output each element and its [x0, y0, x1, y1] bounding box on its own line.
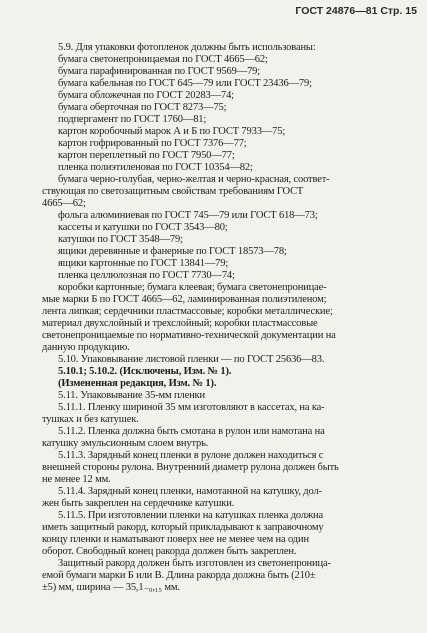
text-line: 5.11.5. При изготовлении пленки на катушках пленка должна — [58, 510, 324, 521]
text-line: 5.11.3. Зарядный конец пленки в рулоне должен находиться с — [58, 450, 324, 461]
text-line: материал двухслойный и трехслойный; коробки пластмассовые — [42, 318, 318, 329]
text-line: картон гофрированный по ГОСТ 7376—77; — [58, 138, 247, 149]
text-line: бумага светонепроницаемая по ГОСТ 4665—62; — [58, 54, 268, 65]
text-line: пленка полиэтиленовая по ГОСТ 10354—82; — [58, 162, 253, 173]
section-heading: 5.11. Упаковывание 35-мм пленки — [58, 390, 205, 401]
text-line: 5.9. Для упаковки фотопленок должны быть использованы: — [58, 42, 316, 53]
text-line: катушки по ГОСТ 3548—79; — [58, 234, 183, 245]
text-line: бумага черно-голубая, черно-желтая и черно-красная, соответ- — [58, 174, 330, 185]
text-line: ствующая по светозащитным свойствам требованиям ГОСТ — [42, 186, 304, 197]
page-header: ГОСТ 24876—81 Стр. 15 — [295, 5, 417, 17]
text-line: фольга алюминиевая по ГОСТ 745—79 или ГОСТ 618—73; — [58, 210, 318, 221]
text-line: ±5) мм, ширина — 35,1₋₀,₁₅ мм. — [42, 582, 180, 593]
text-line: бумага кабельная по ГОСТ 645—79 или ГОСТ 23436—79; — [58, 78, 312, 89]
text-line: картон коробочный марок А и Б по ГОСТ 7933—75; — [58, 126, 286, 137]
text-line: бумага оберточная по ГОСТ 8273—75; — [58, 102, 227, 113]
text-line: 4665—62; — [42, 198, 86, 209]
text-line: 5.11.1. Пленку шириной 35 мм изготовляют в кассетах, на ка- — [58, 402, 325, 413]
text-line: кассеты и катушки по ГОСТ 3543—80; — [58, 222, 228, 233]
text-line: 5.11.4. Зарядный конец пленки, намотанной на катушку, дол- — [58, 486, 322, 497]
text-line: 5.10. Упаковывание листовой пленки — по ГОСТ 25636—83. — [58, 354, 325, 365]
text-line: ящики деревянные и фанерные по ГОСТ 18573—78; — [58, 246, 287, 257]
text-line: катушку эмульсионным слоем внутрь. — [42, 438, 209, 449]
text-line: жен быть закреплен на сердечнике катушки. — [42, 498, 235, 509]
text-line: ящики картонные по ГОСТ 13841—79; — [58, 258, 229, 269]
text-line: пленка целлюлозная по ГОСТ 7730—74; — [58, 270, 235, 281]
text-line: бумага обложечная по ГОСТ 20283—74; — [58, 90, 234, 101]
text-line: светонепроницаемые по нормативно-технической документации на — [42, 330, 336, 341]
text-line: иметь защитный ракорд, который прикладывают к заправочному — [42, 522, 324, 533]
text-line: концу пленки и наматывают поверх нее не менее чем на один — [42, 534, 309, 545]
text-line: (Измененная редакция, Изм. № 1). — [58, 378, 217, 389]
text-line: 5.11.2. Пленка должна быть смотана в рулон или намотана на — [58, 426, 325, 437]
text-line: лента липкая; сердечники пластмассовые; коробки металлические; — [42, 306, 333, 317]
text-line: внешней стороны рулона. Внутренний диаметр рулона должен быть — [42, 462, 339, 473]
text-line: картон переплетный по ГОСТ 7950—77; — [58, 150, 235, 161]
text-line: тушках и без катушек. — [42, 414, 139, 425]
text-line: данную продукцию. — [42, 342, 130, 353]
text-line: мые марки Б по ГОСТ 4665—62, ламинированная полиэтиленом; — [42, 294, 327, 305]
text-line: бумага парафинированная по ГОСТ 9569—79; — [58, 66, 261, 77]
text-line: оборот. Свободный конец ракорда должен быть закреплен. — [42, 546, 297, 557]
text-line: подпергамент по ГОСТ 1760—81; — [58, 114, 207, 125]
text-line: 5.10.1; 5.10.2. (Исключены, Изм. № 1). — [58, 366, 232, 377]
text-line: Защитный ракорд должен быть изготовлен из светонепроница- — [58, 558, 331, 569]
text-line: не менее 12 мм. — [42, 474, 111, 485]
text-line: коробки картонные; бумага клеевая; бумага светонепроницае- — [58, 282, 327, 293]
text-line: емой бумаги марки Б или В. Длина ракорда должна быть (210± — [42, 570, 316, 581]
